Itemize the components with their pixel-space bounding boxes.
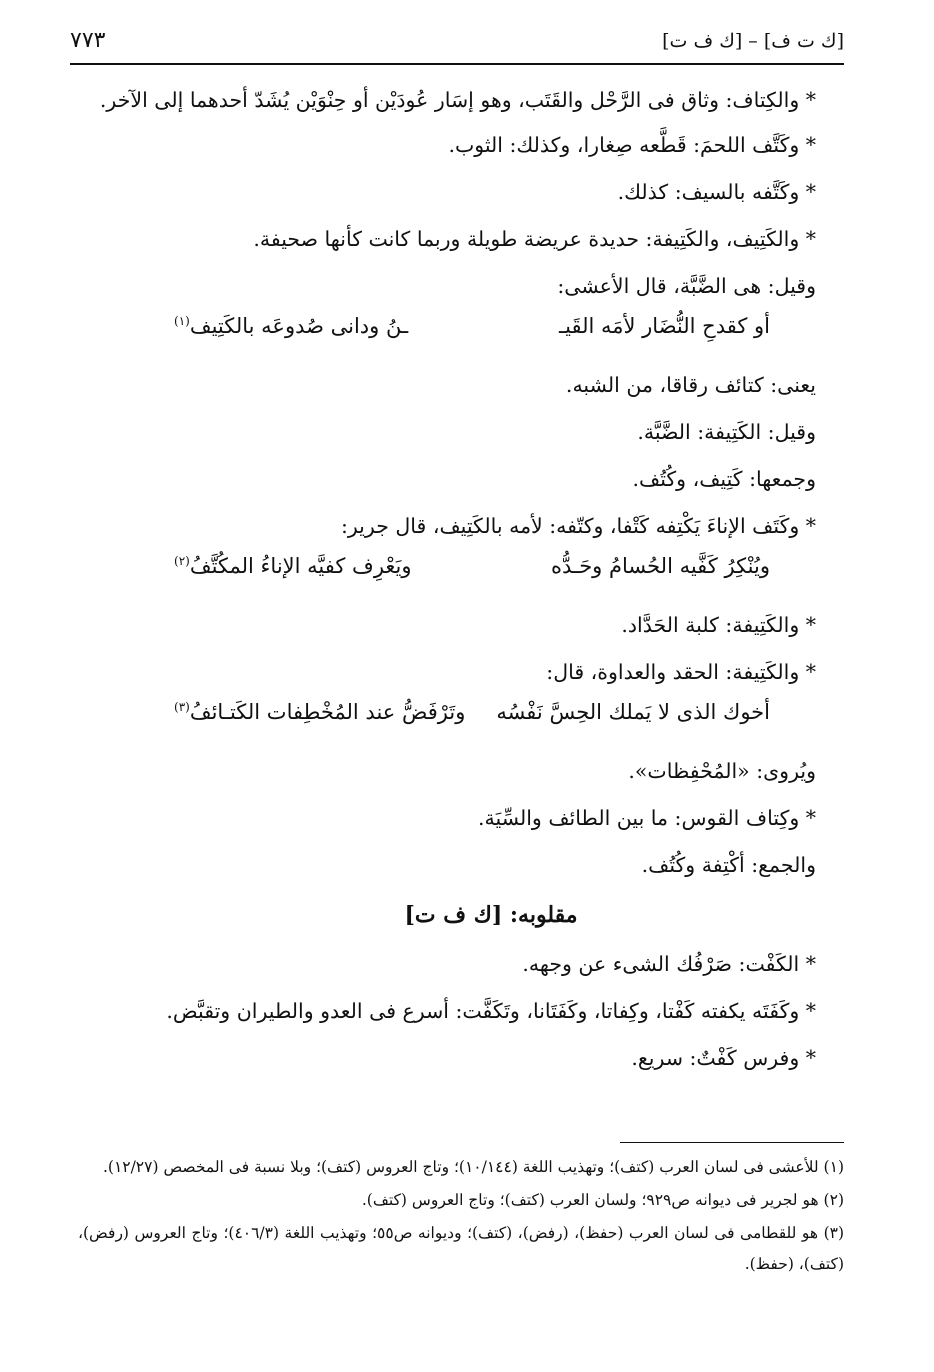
entry-line: والجمع: أكْتِفة وكُتُف.	[641, 853, 816, 877]
footnotes	[78, 1152, 844, 1282]
entry-line: ويُروى: «المُحْفِظات».	[628, 759, 816, 783]
verse-3	[78, 696, 844, 748]
entry-line: * وكِتاف القوس: ما بين الطائف والسِّيَة.	[478, 806, 816, 830]
verse-2-first-hemistich: ويُنْكِرُ كَفَّيه الحُسامُ وحَـدُّه	[551, 554, 770, 578]
entry-line: * والكَتِيفة: الحقد والعداوة، قال:	[546, 660, 816, 684]
running-header	[70, 26, 844, 60]
footnote-marker: (٢)	[174, 554, 190, 568]
entry-line: يعنى: كتائف رقاقا، من الشبه.	[565, 373, 816, 397]
verse-2-second-hemistich: ويَعْرِف كفيَّه الإناءُ المكُتَّفُ$^{(٢)}$	[174, 554, 412, 578]
entry-line: * والكِتاف: وثاق فى الرَّحْل والقَتَب، وهو إسَار عُودَيْن أو حِنْوَيْن يُشَدّ أحدهما إلى الآخر.	[99, 88, 816, 112]
entry-line: * وفرس كَفْتٌ: سريع.	[631, 1046, 816, 1070]
entry-line: * الكَفْت: صَرْفُك الشىء عن وجهه.	[522, 952, 816, 976]
verse-1-first-hemistich: أو كقدحِ النُّضَار لأمَه القَيـ	[558, 314, 770, 338]
footnote-3: (٣) هو للقطامى فى لسان العرب (حفظ)، (رفض)، (كتف)؛ وديوانه ص٥٥؛ وتهذيب اللغة (٤٠٦/٣)؛ وتاج العروس (رفض)، (كتف)، (حفظ).	[78, 1224, 845, 1273]
footnote-rule	[620, 1142, 844, 1143]
entry-line: * وكَتَف الإناءَ يَكْتِفه كَتْفا، وكتّفه: لأمه بالكَتِيف، قال جرير:	[340, 514, 816, 538]
section-subheading: مقلوبه: [ك ف ت]	[404, 902, 578, 928]
page-number: ٧٧٣	[70, 28, 106, 53]
footnote-2: (٢) هو لجرير فى ديوانه ص٩٢٩؛ ولسان العرب (كتف)؛ وتاج العروس (كتف).	[361, 1191, 844, 1209]
entry-line: * وكَتَّف اللحمَ: قَطَّعه صِغارا، وكذلك: الثوب.	[448, 133, 816, 157]
verse-3-second-hemistich: وتَرْفَضُّ عند المُخْطِفات الكَتـائفُ$^{(٣)}$	[174, 700, 466, 724]
footnote-marker: (٣)	[174, 700, 190, 714]
verse-1	[78, 310, 844, 362]
entry-line: * وكَفَتَه يكفته كَفْتا، وكِفاتا، وكَفَتَانا، وتَكَفَّت: أسرع فى العدو والطيران وتقبَّض.	[166, 999, 816, 1023]
footnote-marker: (١)	[174, 314, 190, 328]
header-title: [ك ت ف] – [ك ف ت]	[662, 30, 844, 52]
entry-line: وجمعها: كَتِيف، وكُتُف.	[632, 467, 816, 491]
verse-2	[78, 550, 844, 602]
entry-line: وقيل: الكَتِيفة: الضَّبَّة.	[637, 420, 816, 444]
verse-1-second-hemistich: ـنُ ودانى صُدوعَه بالكَتِيف$^{(١)}$	[174, 314, 409, 338]
main-text	[78, 78, 844, 1082]
entry-line: وقيل: هى الضَّبَّة، قال الأعشى:	[557, 274, 816, 298]
entry-line: * وكَتَّفه بالسيف: كذلك.	[617, 180, 816, 204]
verse-3-first-hemistich: أخوك الذى لا يَملك الحِسَّ نَفْسُه	[496, 700, 770, 724]
header-rule	[70, 63, 844, 65]
footnote-1: (١) للأعشى فى لسان العرب (كتف)؛ وتهذيب اللغة (١٠/١٤٤)؛ وتاج العروس (كتف)؛ وبلا نسبة فى المخصص (١٢/٢٧).	[102, 1158, 844, 1176]
entry-line: * والكَتِيف، والكَتِيفة: حديدة عريضة طويلة وربما كانت كأنها صحيفة.	[253, 227, 816, 251]
entry-line: * والكَتِيفة: كلبة الحَدَّاد.	[621, 613, 816, 637]
